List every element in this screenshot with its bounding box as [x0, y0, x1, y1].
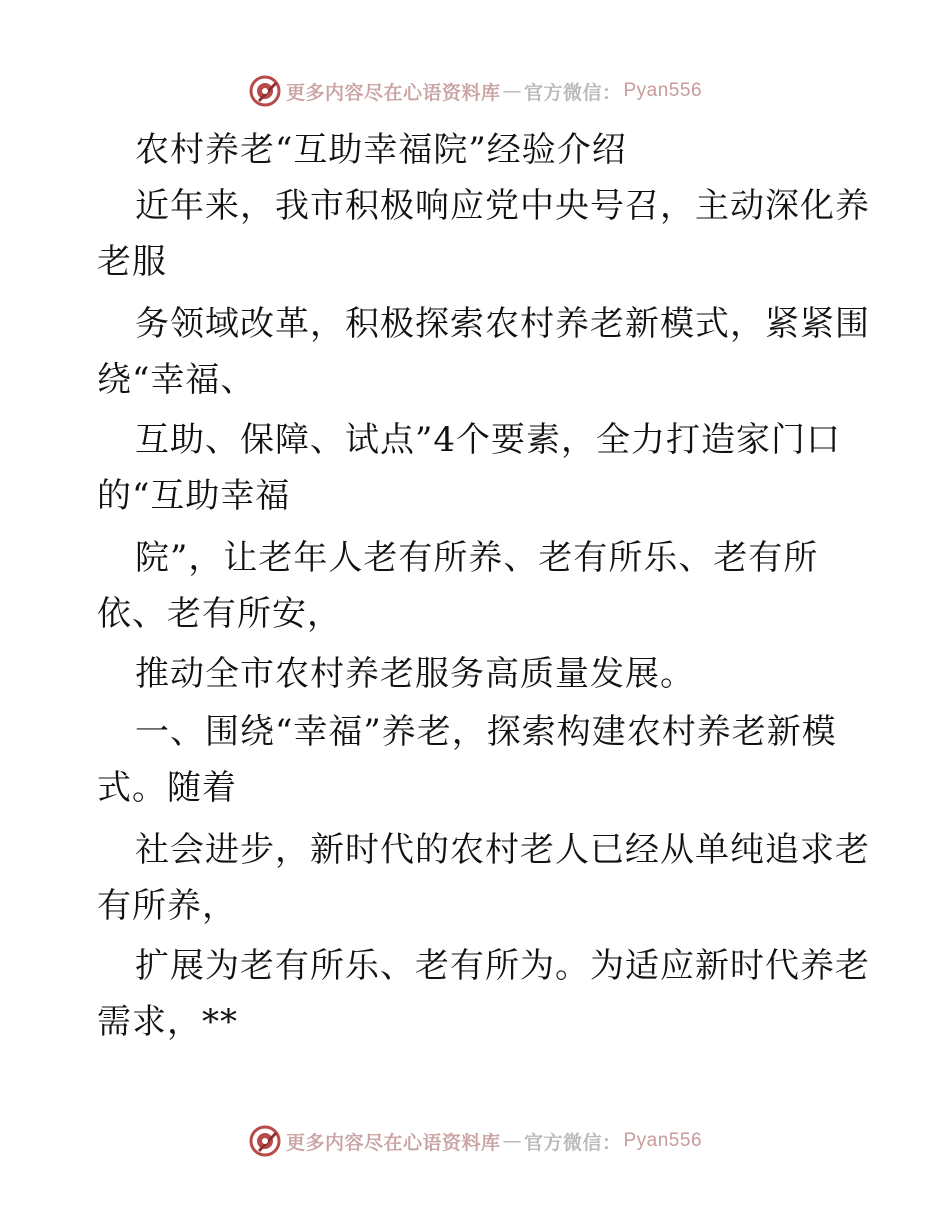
paragraph-line: 依、老有所安， — [97, 594, 342, 634]
paragraph-line: 有所养， — [97, 886, 237, 926]
paragraph-line: 社会进步，新时代的农村老人已经从单纯追求老 — [135, 830, 870, 870]
header-text: 更多内容尽在心语资料库 — [285, 81, 501, 104]
paragraph-line: 老服 — [97, 242, 167, 282]
paragraph-line: 扩展为老有所乐、老有所为。为适应新时代养老 — [135, 946, 870, 986]
paragraph-line: 需求，** — [97, 1002, 238, 1042]
paragraph-line: 院”，让老年人老有所养、老有所乐、老有所 — [135, 538, 819, 578]
footer-dash: — — [502, 1130, 522, 1152]
document-title: 农村养老“互助幸福院”经验介绍 — [135, 130, 627, 170]
header-watermark — [0, 71, 950, 111]
quill-seal-icon — [248, 74, 282, 108]
paragraph-line: 的“互助幸福 — [97, 476, 291, 516]
footer-wechat-label: 官方微信： — [523, 1131, 622, 1154]
paragraph-line: 互助、保障、试点”4个要素，全力打造家门口 — [135, 420, 842, 460]
paragraph-line: 式。随着 — [97, 768, 237, 808]
section-heading-line: 一、围绕“幸福”养老，探索构建农村养老新模 — [135, 712, 837, 752]
paragraph-line: 绕“幸福、 — [97, 360, 256, 400]
header-dash: — — [502, 80, 522, 102]
header-wechat-label: 官方微信： — [523, 81, 622, 104]
footer-watermark — [0, 1121, 950, 1161]
quill-seal-icon — [248, 1124, 282, 1158]
header-wechat-id: Pyan556 — [623, 80, 703, 101]
paragraph-line: 推动全市农村养老服务高质量发展。 — [135, 654, 695, 694]
footer-wechat-id: Pyan556 — [623, 1130, 703, 1151]
paragraph-line: 务领域改革，积极探索农村养老新模式，紧紧围 — [135, 304, 870, 344]
footer-text: 更多内容尽在心语资料库 — [285, 1131, 501, 1154]
paragraph-line: 近年来，我市积极响应党中央号召，主动深化养 — [135, 186, 870, 226]
